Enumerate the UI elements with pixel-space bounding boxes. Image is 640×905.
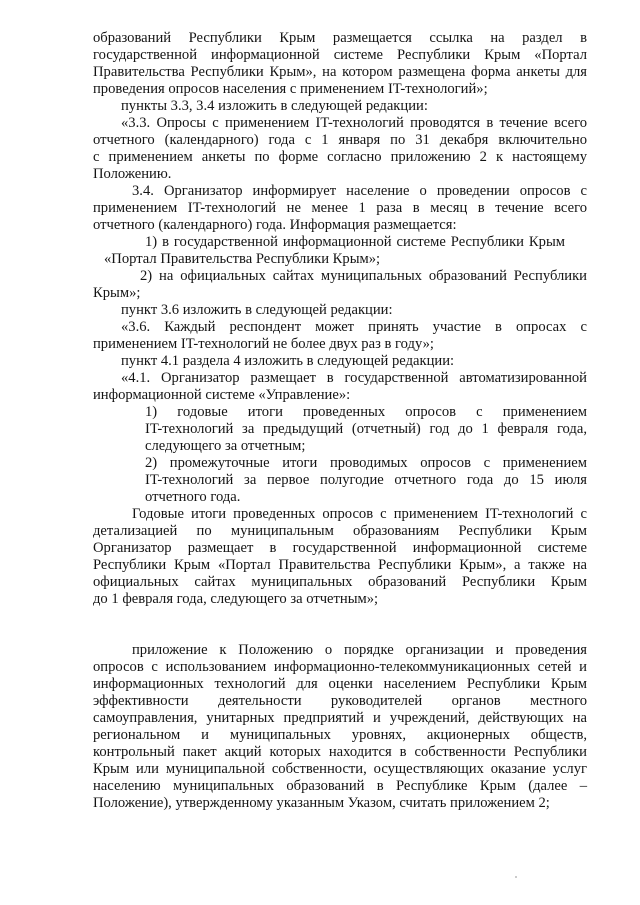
text-line: Крым»; bbox=[93, 285, 141, 301]
text-line: отчетного года. bbox=[145, 489, 241, 505]
text-line: 3.4. Организатор информирует население о проведении опросов с bbox=[132, 183, 587, 199]
text-line: пункт 3.6 изложить в следующей редакции: bbox=[121, 302, 393, 318]
text-line: IT-технологий за первое полугодие отчетного года до 15 июля bbox=[145, 472, 587, 488]
text-line: эффективности деятельности руководителей органов местного bbox=[93, 693, 587, 709]
text-line: информационной системе «Управление»: bbox=[93, 387, 351, 403]
text-line: IT-технологий за предыдущий (отчетный) год до 1 февраля года, bbox=[145, 421, 587, 437]
text-line: Положению. bbox=[93, 166, 172, 182]
text-line: Организатор размещает в государственной информационной системе bbox=[93, 540, 587, 556]
text-line: самоуправления, унитарных предприятий и учреждений, действующих на bbox=[93, 710, 587, 726]
text-line: отчетного (календарного) года с 1 января по 31 декабря включительно bbox=[93, 132, 587, 148]
text-line: с применением анкеты по форме согласно приложению 2 к настоящему bbox=[93, 149, 587, 165]
text-line: применением IT-технологий не менее 1 раза в месяц в течение всего bbox=[93, 200, 587, 216]
text-line: следующего за отчетным; bbox=[145, 438, 306, 454]
text-line: отчетного (календарного) года. Информация размещается: bbox=[93, 217, 457, 233]
text-line: «3.3. Опросы с применением IT-технологий проводятся в течение всего bbox=[121, 115, 587, 131]
text-line: детализацией по муниципальным образованиям Республики Крым bbox=[93, 523, 587, 539]
text-line: пункты 3.3, 3.4 изложить в следующей редакции: bbox=[121, 98, 428, 114]
text-line: Годовые итоги проведенных опросов с применением IT-технологий с bbox=[132, 506, 587, 522]
text-line: Крым или муниципальной собственности, осуществляющих оказание услуг bbox=[93, 761, 587, 777]
text-line: 1) годовые итоги проведенных опросов с применением bbox=[145, 404, 587, 420]
text-line: пункт 4.1 раздела 4 изложить в следующей редакции: bbox=[121, 353, 455, 369]
text-line: региональном и муниципальных уровнях, акционерных обществ, bbox=[93, 727, 587, 743]
text-line: 2) промежуточные итоги проводимых опросов с применением bbox=[145, 455, 587, 471]
text-line: проведения опросов населения с применением IT-технологий»; bbox=[93, 81, 488, 97]
text-line: 1) в государственной информационной системе Республики Крым bbox=[145, 234, 565, 250]
text-line: Республики Крым «Портал Правительства Республики Крым», а также на bbox=[93, 557, 587, 573]
text-line: Положение), утвержденному указанным Указом, считать приложением 2; bbox=[93, 795, 550, 811]
text-line: контрольный пакет акций которых находится в собственности Республики bbox=[93, 744, 587, 760]
text-line: Правительства Республики Крым», на котором размещена форма анкеты для bbox=[93, 64, 587, 80]
text-line: образований Республики Крым размещается ссылка на раздел в bbox=[93, 30, 587, 46]
text-line: «4.1. Организатор размещает в государственной автоматизированной bbox=[121, 370, 587, 386]
text-line: приложение к Положению о порядке организации и проведения bbox=[132, 642, 587, 658]
text-line: населению муниципальных образований в Республике Крым (далее – bbox=[93, 778, 587, 794]
text-line: «Портал Правительства Республики Крым»; bbox=[104, 251, 381, 267]
text-line: опросов с использованием информационно-телекоммуникационных сетей и bbox=[93, 659, 587, 675]
text-line: до 1 февраля года, следующего за отчетным»; bbox=[93, 591, 379, 607]
text-line: применением IT-технологий не более двух раз в году»; bbox=[93, 336, 434, 352]
text-line: 2) на официальных сайтах муниципальных образований Республики bbox=[140, 268, 587, 284]
text-line: государственной информационной системе Республики Крым «Портал bbox=[93, 47, 587, 63]
text-line: информационных технологий для оценки населением Республики Крым bbox=[93, 676, 587, 692]
text-line: официальных сайтах муниципальных образований Республики Крым bbox=[93, 574, 587, 590]
scan-speck bbox=[515, 876, 517, 878]
text-line: «3.6. Каждый респондент может принять участие в опросах с bbox=[121, 319, 587, 335]
